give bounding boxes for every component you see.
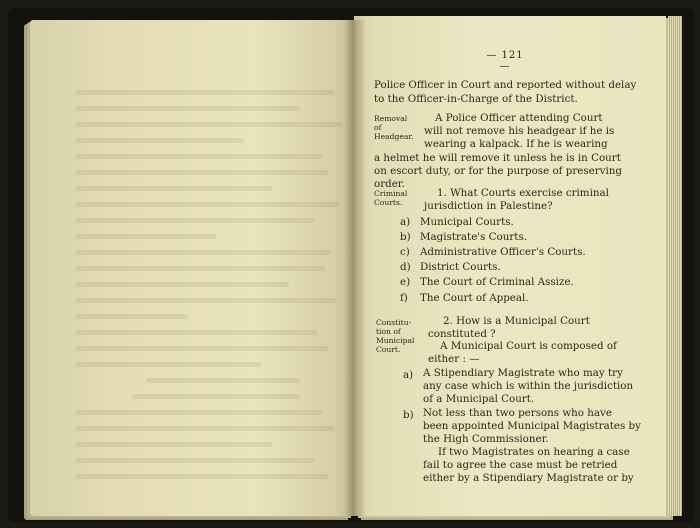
court-label-c: c) [400, 246, 410, 258]
sidenote-criminal-2: Courts. [374, 198, 403, 207]
intro-line-1: Police Officer in Court and reported without delay [374, 79, 637, 91]
municipal-question-1: 2. How is a Municipal Court [443, 315, 590, 327]
sidenote-headgear-1: Removal [374, 114, 408, 123]
sidenote-criminal-1: Criminal [374, 189, 408, 198]
intro-line-2: to the Officer-in-Charge of the District. [374, 93, 578, 105]
headgear-line-5: on escort duty, or for the purpose of preserving [374, 165, 622, 177]
composition-b-line-6: either by a Stipendiary Magistrate or by [423, 472, 634, 484]
court-label-a: a) [400, 216, 411, 228]
court-label-d: d) [400, 261, 411, 273]
sidenote-municipal-3: Municipal [376, 336, 415, 345]
composition-a-line-3: of a Municipal Court. [423, 393, 535, 405]
headgear-line-3: wearing a kalpack. If he is wearing [424, 138, 608, 150]
headgear-line-2: will not remove his headgear if he is [424, 125, 615, 137]
court-item-b: Magistrate's Courts. [420, 231, 527, 243]
headgear-line-1: A Police Officer attending Court [435, 112, 603, 124]
composition-b-line-5: fail to agree the case must be retried [423, 459, 618, 471]
court-item-a: Municipal Courts. [420, 216, 514, 228]
composition-b-line-4: If two Magistrates on hearing a case [438, 446, 630, 458]
sidenote-municipal-4: Court. [376, 345, 401, 354]
sidenote-headgear-2: of [374, 123, 382, 132]
composition-label-a: a) [403, 369, 414, 381]
sidenote-municipal-2: tion of [376, 327, 401, 336]
headgear-line-4: a helmet he will remove it unless he is in Court [374, 152, 621, 164]
composition-b-line-1: Not less than two persons who have [423, 407, 612, 419]
sidenote-headgear-3: Headgear. [374, 132, 414, 141]
sidenote-municipal-1: Constitu- [376, 318, 412, 327]
court-item-c: Administrative Officer's Courts. [420, 246, 586, 258]
page-number: — 121 — [486, 50, 524, 72]
composition-a-line-1: A Stipendiary Magistrate who may try [423, 367, 623, 379]
composition-label-b: b) [403, 409, 414, 421]
composition-b-line-3: the High Commissioner. [423, 433, 549, 445]
court-label-b: b) [400, 231, 411, 243]
composition-b-line-2: been appointed Municipal Magistrates by [423, 420, 641, 432]
municipal-answer-1: A Municipal Court is composed of [440, 340, 617, 352]
headgear-line-6: order. [374, 178, 405, 190]
court-item-e: The Court of Criminal Assize. [420, 276, 574, 288]
municipal-answer-2: either : — [428, 353, 480, 365]
composition-a-line-2: any case which is within the jurisdiction [423, 380, 634, 392]
criminal-question-1: 1. What Courts exercise criminal [437, 187, 609, 199]
criminal-question-2: jurisdiction in Palestine? [424, 200, 553, 212]
court-item-d: District Courts. [420, 261, 501, 273]
court-label-e: e) [400, 276, 411, 288]
court-item-f: The Court of Appeal. [420, 292, 529, 304]
municipal-question-2: constituted ? [428, 328, 496, 340]
court-label-f: f) [400, 292, 408, 304]
